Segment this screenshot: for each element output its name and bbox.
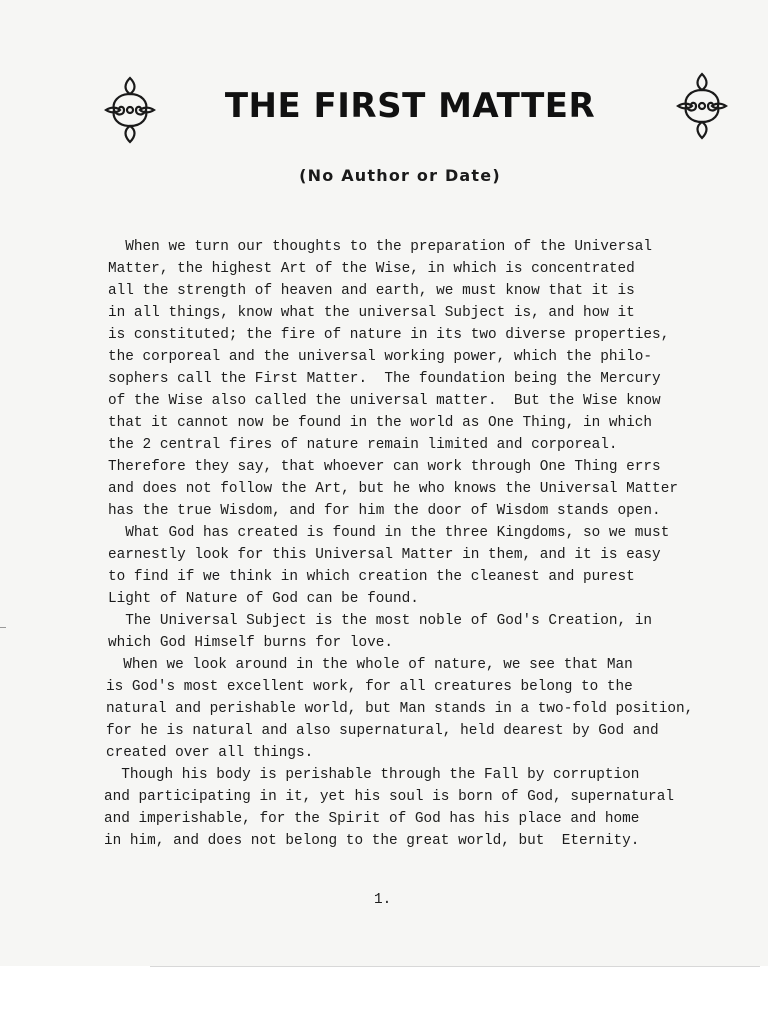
text-line: the 2 central fires of nature remain limited and corporeal. <box>108 437 618 453</box>
text-line: created over all things. <box>106 745 314 761</box>
scan-bottom-margin <box>0 966 768 1024</box>
text-line: Therefore they say, that whoever can work through One Thing errs <box>108 459 661 475</box>
text-line: is God's most excellent work, for all creatures belong to the <box>106 679 633 695</box>
scroll-ornament-icon <box>674 70 730 142</box>
text-line: which God Himself burns for love. <box>108 635 393 651</box>
text-line: The Universal Subject is the most noble of God's Creation, in <box>108 613 653 629</box>
text-line: When we turn our thoughts to the preparation of the Universal <box>108 239 653 255</box>
text-line: is constituted; the fire of nature in its two diverse properties, <box>108 327 670 343</box>
text-line: for he is natural and also supernatural, held dearest by God and <box>106 723 659 739</box>
text-line: that it cannot now be found in the world as One Thing, in which <box>108 415 653 431</box>
text-line: and imperishable, for the Spirit of God has his place and home <box>104 811 640 827</box>
text-line: When we look around in the whole of nature, we see that Man <box>106 657 633 673</box>
page-edge-line <box>150 966 760 967</box>
text-line: all the strength of heaven and earth, we must know that it is <box>108 283 635 299</box>
page-subtitle: (No Author or Date) <box>299 166 501 185</box>
text-line: in all things, know what the universal Subject is, and how it <box>108 305 635 321</box>
text-line: and participating in it, yet his soul is born of God, supernatural <box>104 789 674 805</box>
text-line: Matter, the highest Art of the Wise, in which is concentrated <box>108 261 635 277</box>
text-line: earnestly look for this Universal Matter in them, and it is easy <box>108 547 661 563</box>
text-line: What God has created is found in the three Kingdoms, so we must <box>108 525 670 541</box>
text-line: natural and perishable world, but Man stands in a two-fold position, <box>106 701 694 717</box>
text-line: to find if we think in which creation the cleanest and purest <box>108 569 635 585</box>
text-line: has the true Wisdom, and for him the door of Wisdom stands open. <box>108 503 661 519</box>
page-number: 1. <box>374 892 392 908</box>
margin-mark <box>0 627 6 628</box>
text-line: Light of Nature of God can be found. <box>108 591 419 607</box>
text-line: in him, and does not belong to the great world, but Eternity. <box>104 833 640 849</box>
text-line: and does not follow the Art, but he who knows the Universal Matter <box>108 481 678 497</box>
text-line: the corporeal and the universal working power, which the philo- <box>108 349 653 365</box>
text-line: of the Wise also called the universal matter. But the Wise know <box>108 393 661 409</box>
text-line: Though his body is perishable through the Fall by corruption <box>104 767 640 783</box>
text-line: sophers call the First Matter. The foundation being the Mercury <box>108 371 661 387</box>
page-title: THE FIRST MATTER <box>224 86 596 126</box>
